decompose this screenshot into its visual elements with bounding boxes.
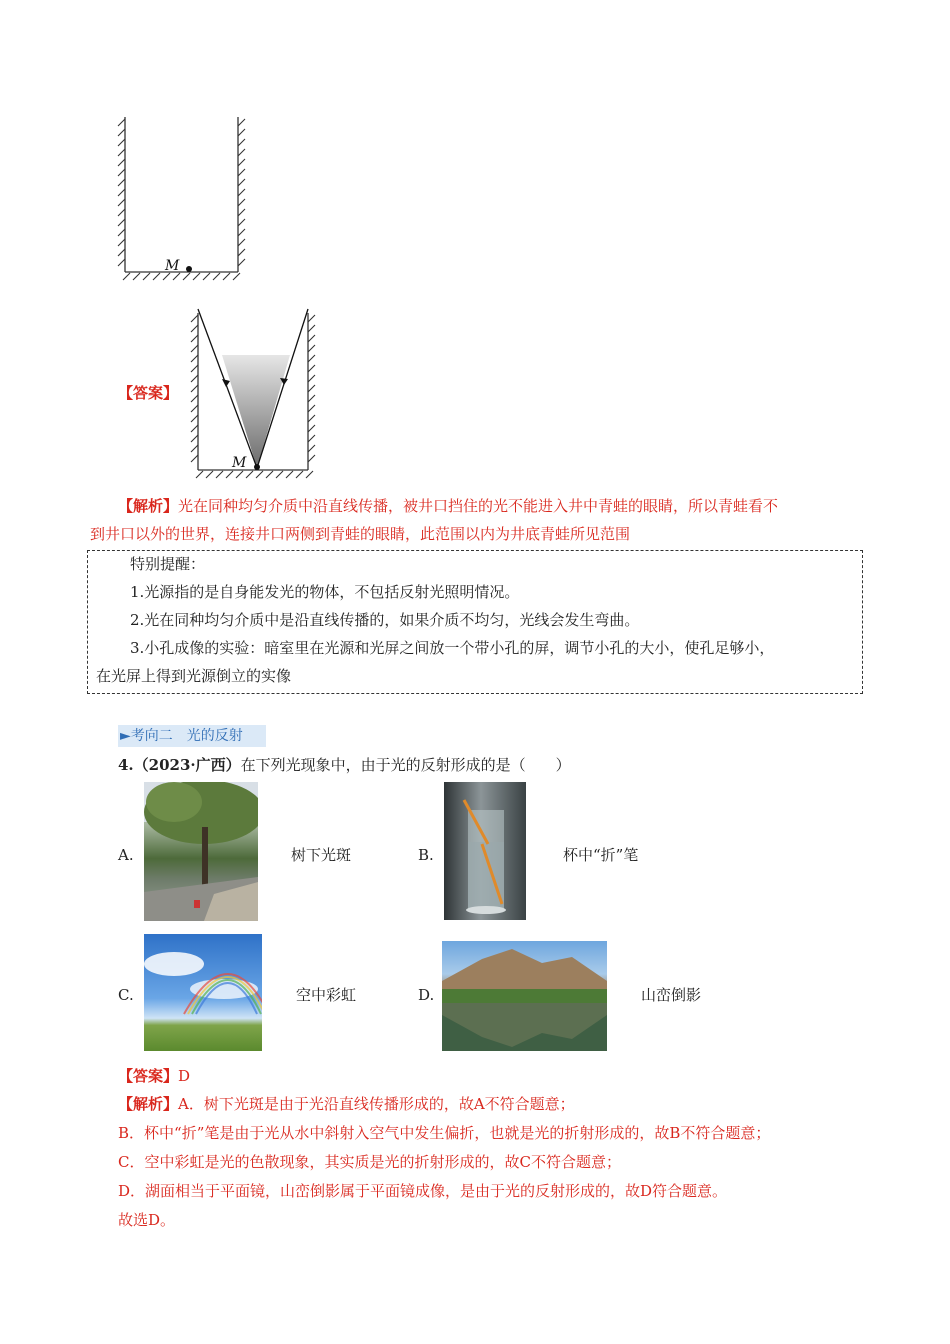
answer2-line [118,1066,190,1086]
analysis2-line-d: D．湖面相当于平面镜，山峦倒影属于平面镜成像，是由于光的反射形成的，故D符合题意。 [118,1182,728,1200]
analysis2-line-c: C．空中彩虹是光的色散现象，其实质是光的折射形成的，故C不符合题意； [118,1153,621,1171]
analysis2-label: 【解析】 [118,1095,179,1113]
well-diagram [115,112,255,287]
tip-item-2: 2.光在同种均匀介质中是沿直线传播的，如果介质不均匀，光线会发生弯曲。 [130,611,640,629]
answer-point-label: M [232,455,247,471]
well-point-label: M [165,258,180,274]
section-heading: ►考向二 光的反射 [118,725,266,747]
option-d-photo [442,941,607,1051]
analysis1-label: 【解析】 [118,497,179,515]
tip-item-3b: 在光屏上得到光源倒立的实像 [96,667,292,685]
analysis2-line-a [118,1094,575,1114]
analysis2-line-b: B．杯中“折”笔是由于光从水中斜射入空气中发生偏折，也就是光的折射形成的，故B不符合题意； [118,1124,771,1142]
analysis2-text-a: A．树下光斑是由于光沿直线传播形成的，故A不符合题意； [178,1095,575,1113]
answer-diagram [180,305,325,480]
option-a-photo [144,782,258,921]
answer2-label: 【答案】 [118,1067,179,1085]
option-b-letter: B. [418,846,434,864]
tip-title: 特别提醒： [130,555,206,573]
question-stem [118,755,571,775]
option-a-text: 树下光斑 [291,846,352,864]
question-number: 4. [118,756,134,774]
option-b-photo [444,782,526,920]
question-text: 在下列光现象中，由于光的反射形成的是（ ） [240,756,571,774]
option-b-text: 杯中“折”笔 [563,846,639,864]
option-d-letter: D. [418,986,435,1004]
question-source: （2023·广西） [133,756,241,774]
option-a-letter: A. [118,846,134,864]
analysis1-line2: 到井口以外的世界，连接井口两侧到青蛙的眼睛，此范围以内为井底青蛙所见范围 [90,525,631,543]
tip-item-1: 1.光源指的是自身能发光的物体，不包括反射光照明情况。 [130,583,520,601]
option-c-photo [144,934,262,1051]
option-d-text: 山峦倒影 [641,986,702,1004]
analysis1-text1: 光在同种均匀介质中沿直线传播，被井口挡住的光不能进入井中青蛙的眼睛，所以青蛙看不 [178,497,779,515]
option-c-text: 空中彩虹 [296,986,357,1004]
answer1-label: 【答案】 [118,384,179,402]
answer2-value: D [178,1067,191,1085]
analysis2-conclusion: 故选D。 [118,1211,176,1229]
analysis1-line1 [118,496,778,516]
tip-item-3a: 3.小孔成像的实验：暗室里在光源和光屏之间放一个带小孔的屏，调节小孔的大小，使孔足够小， [130,639,775,657]
option-c-letter: C. [118,986,134,1004]
